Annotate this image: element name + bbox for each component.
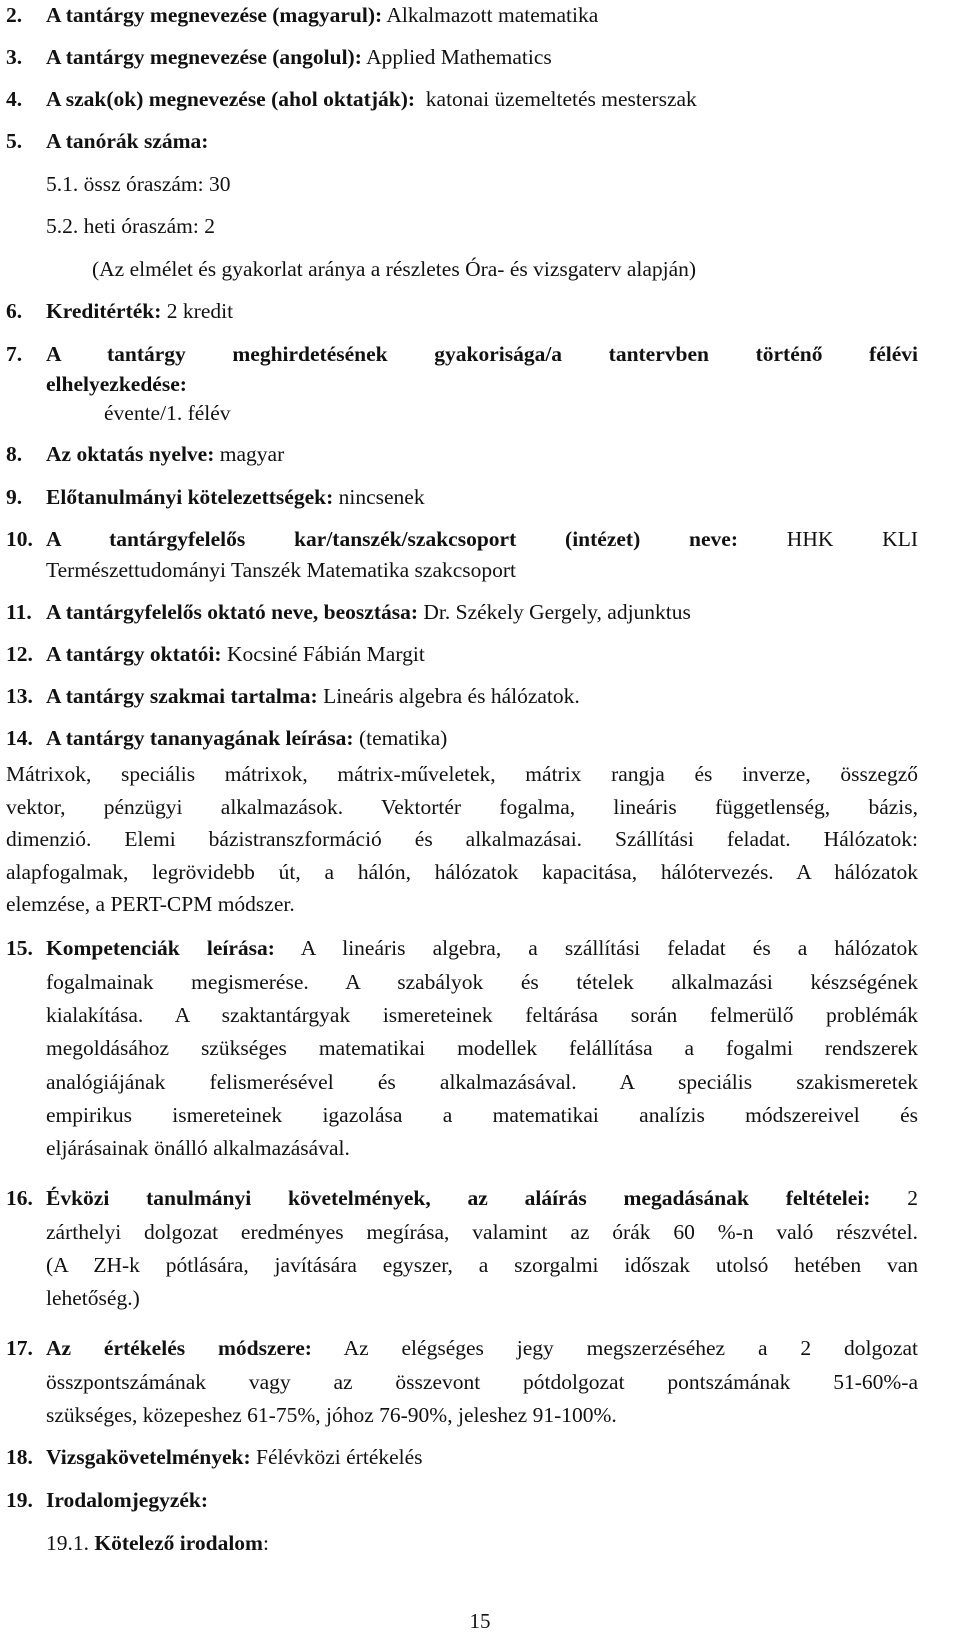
item-value: : bbox=[262, 1531, 269, 1555]
item-value: Kocsiné Fábián Margit bbox=[221, 642, 425, 666]
item-value: 2 kredit bbox=[161, 299, 234, 323]
paragraph-line: analógiájának felismerésével és alkalmazásával. A speciális szakismeretek bbox=[46, 1069, 918, 1094]
item-number: 19.1. bbox=[46, 1531, 89, 1555]
item-number: 9. bbox=[6, 485, 23, 509]
item-value: A lineáris algebra, a szállítási feladat és a hálózatok bbox=[274, 936, 918, 960]
item-16-description bbox=[46, 1216, 918, 1316]
item-value: magyar bbox=[214, 442, 285, 466]
item-label: Kompetenciák leírása: bbox=[46, 936, 275, 960]
item-7-label-cont: elhelyezkedése: bbox=[46, 372, 187, 396]
item-number: 11. bbox=[6, 600, 32, 624]
item-14-description bbox=[6, 758, 918, 921]
item-label: Kreditérték: bbox=[46, 299, 162, 323]
item-value: Félévközi értékelés bbox=[250, 1445, 423, 1469]
item-5-2: 5.2. heti óraszám: 2 bbox=[46, 214, 215, 238]
paragraph-line: vektor, pénzügyi alkalmazások. Vektortér fogalma, lineáris függetlenség, bázis, bbox=[6, 794, 918, 819]
item-number: 12. bbox=[6, 642, 33, 666]
item-label: Kötelező irodalom bbox=[94, 1531, 263, 1555]
item-value: (tematika) bbox=[353, 726, 448, 750]
item-label: Az értékelés módszere: bbox=[46, 1336, 312, 1360]
item-value: HHK KLI bbox=[738, 527, 919, 551]
item-label: Irodalomjegyzék: bbox=[46, 1488, 209, 1512]
item-15-description bbox=[46, 966, 918, 1165]
item-value: 2 bbox=[870, 1186, 919, 1210]
item-number: 18. bbox=[6, 1445, 33, 1469]
item-number: 15. bbox=[6, 936, 33, 960]
paragraph-line: (A ZH-k pótlására, javítására egyszer, a szorgalmi időszak utolsó hetében van bbox=[46, 1253, 918, 1278]
item-value: Alkalmazott matematika bbox=[382, 3, 599, 27]
paragraph-line: dimenzió. Elemi bázistranszformáció és alkalmazásai. Szállítási feladat. Hálózatok: bbox=[6, 827, 918, 851]
paragraph-line: eljárásainak önálló alkalmazásával. bbox=[46, 1135, 350, 1160]
item-number: 13. bbox=[6, 684, 33, 708]
item-number: 17. bbox=[6, 1336, 33, 1360]
paragraph-line: megoldásához szükséges matematikai modellek felállítása a fogalmi rendszerek bbox=[46, 1036, 918, 1061]
item-5-1: 5.1. össz óraszám: 30 bbox=[46, 172, 231, 196]
item-label: Évközi tanulmányi követelmények, az aláírás megadásának feltételei: bbox=[46, 1186, 871, 1210]
item-17-description bbox=[46, 1366, 918, 1432]
item-value: Dr. Székely Gergely, adjunktus bbox=[418, 600, 691, 624]
paragraph-line: összpontszámának vagy az összevont pótdolgozat pontszámának 51-60%-a bbox=[46, 1370, 918, 1394]
item-value: Applied Mathematics bbox=[361, 45, 552, 69]
item-label: A tantárgyfelelős oktató neve, beosztása: bbox=[46, 600, 419, 624]
item-7-value: évente/1. félév bbox=[104, 401, 231, 425]
item-number: 19. bbox=[6, 1488, 33, 1512]
item-number: 4. bbox=[6, 87, 23, 111]
paragraph-line: Mátrixok, speciális mátrixok, mátrix-műveletek, mátrix rangja és inverze, összegző bbox=[6, 762, 918, 786]
item-number: 10. bbox=[6, 527, 33, 551]
item-number: 8. bbox=[6, 442, 23, 466]
item-label: A tantárgy megnevezése (magyarul): bbox=[46, 3, 383, 27]
item-label: A szak(ok) megnevezése (ahol oktatják): bbox=[46, 87, 416, 111]
item-number: 5. bbox=[6, 129, 23, 153]
item-number: 16. bbox=[6, 1186, 33, 1210]
item-number: 7. bbox=[6, 342, 23, 366]
item-label: A tantárgyfelelős kar/tanszék/szakcsoport (intézet) neve: bbox=[46, 527, 738, 551]
item-label: A tanórák száma: bbox=[46, 129, 209, 153]
item-number: 6. bbox=[6, 299, 23, 323]
item-5-note: (Az elmélet és gyakorlat aránya a részletes Óra- és vizsgaterv alapján) bbox=[92, 257, 697, 281]
item-value: Az elégséges jegy megszerzéséhez a 2 dolgozat bbox=[311, 1336, 919, 1360]
paragraph-line: elemzése, a PERT-CPM módszer. bbox=[6, 892, 295, 916]
item-value: Lineáris algebra és hálózatok. bbox=[317, 684, 580, 708]
item-label: A tantárgy tananyagának leírása: bbox=[46, 726, 354, 750]
item-label: Vizsgakövetelmények: bbox=[46, 1445, 251, 1469]
paragraph-line: kialakítása. A szaktantárgyak ismereteinek feltárása során felmerülő problémák bbox=[46, 1003, 918, 1028]
item-label: A tantárgy oktatói: bbox=[46, 642, 222, 666]
item-value: katonai üzemeltetés mesterszak bbox=[415, 87, 697, 111]
item-label: A tantárgy szakmai tartalma: bbox=[46, 684, 318, 708]
item-label: Előtanulmányi kötelezettségek: bbox=[46, 485, 334, 509]
item-label: Az oktatás nyelve: bbox=[46, 442, 215, 466]
item-label: A tantárgy meghirdetésének gyakorisága/a tantervben történő félévi bbox=[46, 342, 918, 366]
paragraph-line: lehetőség.) bbox=[46, 1286, 140, 1311]
paragraph-line: fogalmainak megismerése. A szabályok és tételek alkalmazási készségének bbox=[46, 970, 918, 994]
paragraph-line: alapfogalmak, legrövidebb út, a hálón, hálózatok kapacitása, hálótervezés. A hálózatok bbox=[6, 859, 918, 884]
item-number: 3. bbox=[6, 45, 23, 69]
paragraph-line: zárthelyi dolgozat eredményes megírása, valamint az órák 60 %-n való részvétel. bbox=[46, 1220, 918, 1244]
item-label: A tantárgy megnevezése (angolul): bbox=[46, 45, 362, 69]
item-value: nincsenek bbox=[333, 485, 425, 509]
paragraph-line: szükséges, közepeshez 61-75%, jóhoz 76-90%, jeleshez 91-100%. bbox=[46, 1403, 617, 1428]
item-number: 14. bbox=[6, 726, 33, 750]
item-19-1 bbox=[46, 1530, 269, 1557]
paragraph-line: empirikus ismereteinek igazolása a matematikai analízis módszereivel és bbox=[46, 1102, 918, 1127]
item-number: 2. bbox=[6, 3, 23, 27]
item-10-value-cont: Természettudományi Tanszék Matematika szakcsoport bbox=[46, 558, 517, 582]
page-number: 15 bbox=[469, 1609, 491, 1633]
